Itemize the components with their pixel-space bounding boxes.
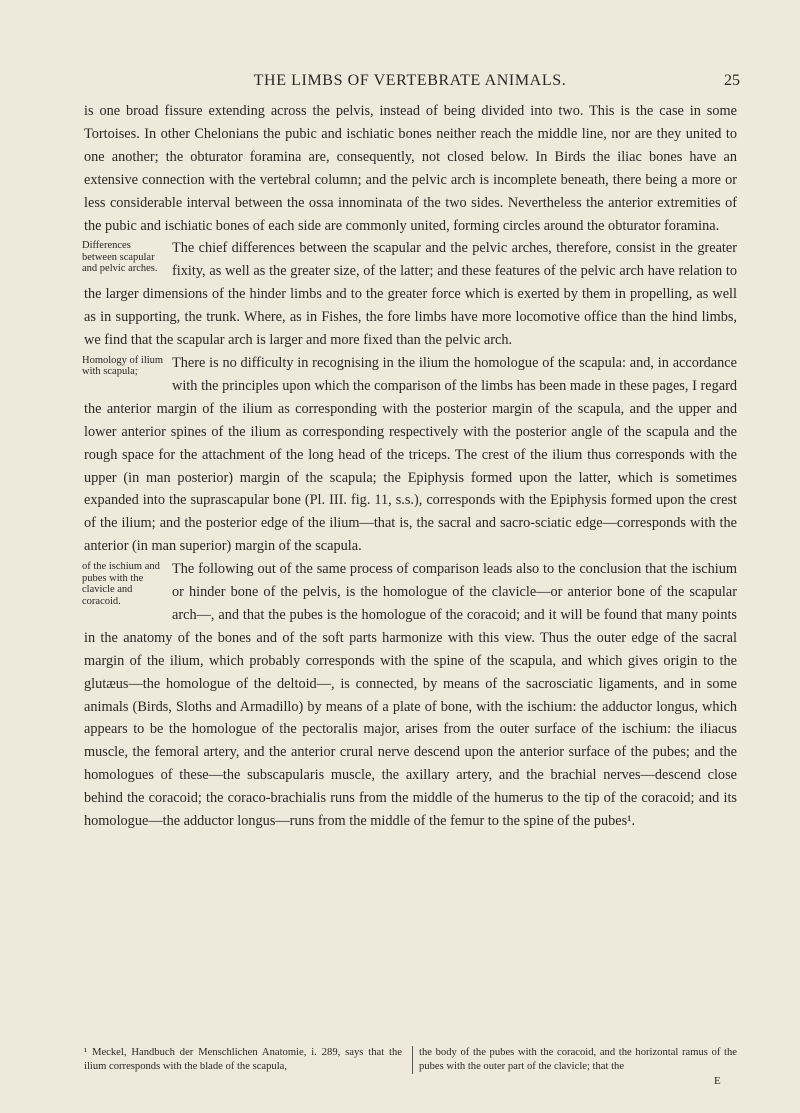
signature-mark: E [714, 1075, 721, 1087]
body-text [84, 100, 737, 833]
paragraph-2 [84, 237, 737, 352]
footnote-right: the body of the pubes with the coracoid, and the horizontal ramus of the pubes with the outer part of the clavicle; that the [412, 1046, 737, 1074]
paragraph-4-text: The following out of the same process of comparison leads also to the conclusion that the ischium or hinder bone of the pelvis, is the homologue of the clavicle—or anterior bone of the scapular arch—, and that the pubes is the homologue of the coracoid; and it will be found that many points in the anatomy of the bones and of the soft parts harmonize with this view. Thus the outer edge of the sacral margin of the ilium, which probably corresponds with the spine of the scapula, and which gives origin to the glutæus—the homologue of the deltoid—, is connected, by means of the sacrosciatic ligaments, and in some animals (Birds, Sloths and Armadillo) by means of a plate of bone, with the ischium: the adductor longus, which appears to be the homologue of the pectoralis major, arises from the outer surface of the ischium: the iliacus muscle, the femoral artery, and the anterior crural nerve descend upon the anterior surface of the pubes; and the homologues of these—the subscapularis muscle, the axillary artery, and the brachial nerves—descend close behind the coracoid; the coraco-brachialis runs from the middle of the humerus to the tip of the coracoid; and its homologue—the adductor longus—runs from the middle of the femur to the spine of the pubes¹. [84, 561, 737, 830]
paragraph-3 [84, 352, 737, 558]
side-note-ischium: of the ischium and pubes with the clavicle and coracoid. [82, 561, 160, 607]
page-number: 25 [724, 72, 740, 89]
side-note-homology-ilium: Homology of ilium with scapula; [82, 354, 164, 378]
footnotes [84, 1046, 737, 1074]
paragraph-1: is one broad fissure extending across the pelvis, instead of being divided into two. This is the case in some Tortoises. In other Chelonians the pubic and ischiatic bones neither reach the middle line, nor are they united to one another; the obturator foramina are, consequently, not closed below. In Birds the iliac bones have an extensive connection with the vertebral column; and the pelvic arch is incomplete beneath, there being a more or less considerable interval between the ossa innominata of the two sides. Nevertheless the anterior extremities of the pubic and ischiatic bones of each side are commonly united, forming circles around the obturator foramina. [84, 103, 737, 234]
paragraph-2-text: The chief differences between the scapular and the pelvic arches, therefore, consist in the greater fixity, as well as the greater size, of the latter; and these features of the pelvic arch have relation to the larger dimensions of the hinder limbs and to the greater force which is exerted by them in propelling, as well as in supporting, the trunk. Where, as in Fishes, the fore limbs have more locomotive office than the hind limbs, we find that the scapular arch is larger and more fixed than the pelvic arch. [84, 240, 737, 349]
footnote-left: ¹ Meckel, Handbuch der Menschlichen Anatomie, i. 289, says that the ilium corresponds with the blade of the scapula, [84, 1047, 402, 1072]
page-header [80, 72, 740, 94]
running-head: THE LIMBS OF VERTEBRATE ANIMALS. [253, 72, 567, 89]
paragraph-3-text: There is no difficulty in recognising in the ilium the homologue of the scapula: and, in accordance with the principles upon which the comparison of the limbs has been made in these pages, I regard the anterior margin of the ilium as corresponding with the posterior margin of the scapula, and the upper and lower anterior spines of the ilium as corresponding respectively with the posterior angle of the scapula and the rough space for the attachment of the long head of the triceps. The crest of the ilium thus corresponds with the upper (in man posterior) margin of the scapula; the Epiphysis formed upon the latter, which is sometimes expanded into the suprascapular bone (Pl. III. fig. 11, s.s.), corresponds with the Epiphysis formed upon the crest of the ilium; and the posterior edge of the ilium—that is, the sacral and sacro-sciatic edge—corresponds with the anterior (in man superior) margin of the scapula. [84, 354, 737, 555]
paragraph-4 [84, 558, 737, 833]
side-note-differences: Differences between scapular and pelvic arches. [82, 240, 158, 275]
